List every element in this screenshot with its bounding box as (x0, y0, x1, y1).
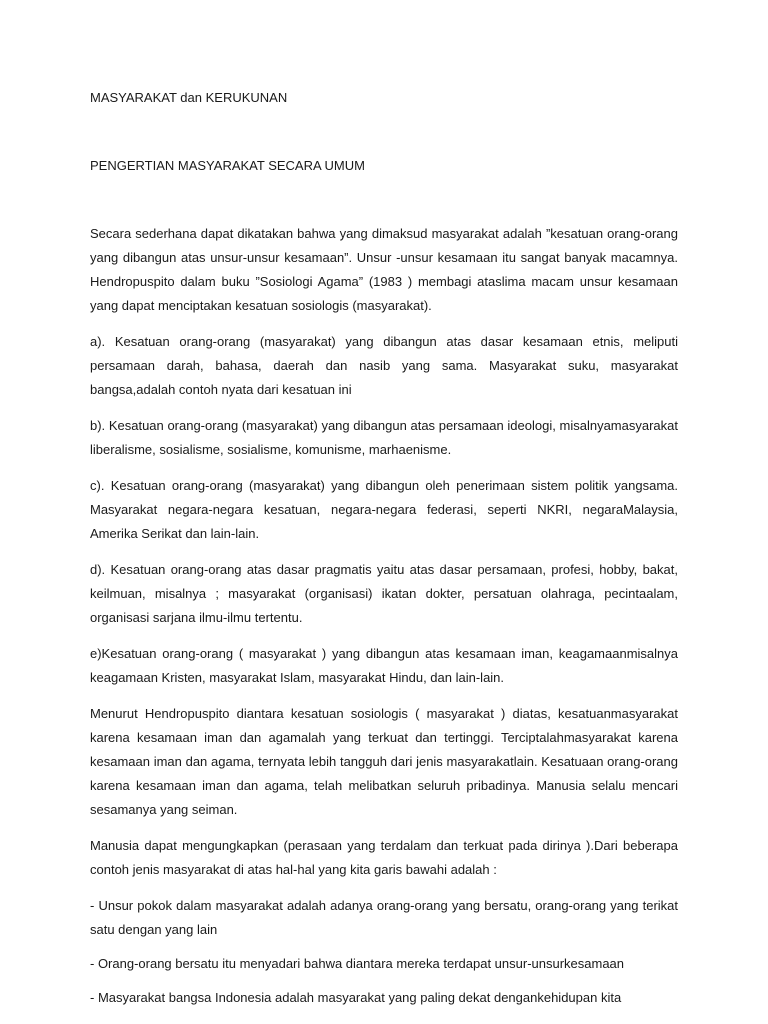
paragraph-item-e: e)Kesatuan orang-orang ( masyarakat ) yang dibangun atas kesamaan iman, keagamaanmisalnya keagamaan Kristen, masyarakat Islam, masyarakat Hindu, dan lain-lain. (90, 646, 678, 685)
list-item: - Orang-orang bersatu itu menyadari bahwa diantara mereka terdapat unsur-unsurkesamaan (90, 956, 625, 971)
list-item: - Unsur pokok dalam masyarakat adalah adanya orang-orang yang bersatu, orang-orang yang terikat satu dengan yang lain (90, 898, 678, 937)
list-item: - Masyarakat bangsa Indonesia adalah masyarakat yang paling dekat dengankehidupan kita (90, 990, 622, 1005)
document-subtitle: PENGERTIAN MASYARAKAT SECARA UMUM (90, 158, 365, 173)
document-title: MASYARAKAT dan KERUKUNAN (90, 90, 288, 105)
paragraph-item-c: c). Kesatuan orang-orang (masyarakat) yang dibangun oleh penerimaan sistem politik yangsama. Masyarakat negara-negara kesatuan, negara-negara federasi, seperti NKRI, negaraMalaysia, Amerika Serikat dan lain-lain. (90, 478, 678, 541)
paragraph-hendropuspito: Menurut Hendropuspito diantara kesatuan sosiologis ( masyarakat ) diatas, kesatuanmasyarakat karena kesamaan iman dan agamalah yang terkuat dan tertinggi. Terciptalahmasyarakat karena kesamaan iman dan agama, ternyata lebih tangguh dari jenis masyarakatlain. Kesatuaan orang-orang karena kesamaan iman dan agama, telah melibatkan seluruh pribadinya. Manusia selalu mencari sesamanya yang seiman. (90, 706, 678, 817)
paragraph-item-a: a). Kesatuan orang-orang (masyarakat) yang dibangun atas dasar kesamaan etnis, meliputi persamaan darah, bahasa, daerah dan nasib yang sama. Masyarakat suku, masyarakat bangsa,adalah contoh nyata dari kesatuan ini (90, 334, 678, 397)
paragraph-item-d: d). Kesatuan orang-orang atas dasar pragmatis yaitu atas dasar persamaan, profesi, hobby, bakat, keilmuan, misalnya ; masyarakat (organisasi) ikatan dokter, persatuan olahraga, pecintaalam, organisasi sarjana ilmu-ilmu tertentu. (90, 562, 678, 625)
paragraph-summary: Manusia dapat mengungkapkan (perasaan yang terdalam dan terkuat pada dirinya ).Dari beberapa contoh jenis masyarakat di atas hal-hal yang kita garis bawahi adalah : (90, 838, 678, 877)
paragraph-item-b: b). Kesatuan orang-orang (masyarakat) yang dibangun atas persamaan ideologi, misalnyamasyarakat liberalisme, sosialisme, sosialisme, komunisme, marhaenisme. (90, 418, 678, 457)
document-body (90, 86, 678, 1020)
paragraph-intro: Secara sederhana dapat dikatakan bahwa yang dimaksud masyarakat adalah ”kesatuan orang-orang yang dibangun atas unsur-unsur kesamaan”. Unsur -unsur kesamaan itu sangat banyak macamnya. Hendropuspito dalam buku ”Sosiologi Agama” (1983 ) membagi ataslima macam unsur kesamaan yang dapat menciptakan kesatuan sosiologis (masyarakat). (90, 226, 678, 313)
summary-bullet-list (90, 894, 678, 1010)
